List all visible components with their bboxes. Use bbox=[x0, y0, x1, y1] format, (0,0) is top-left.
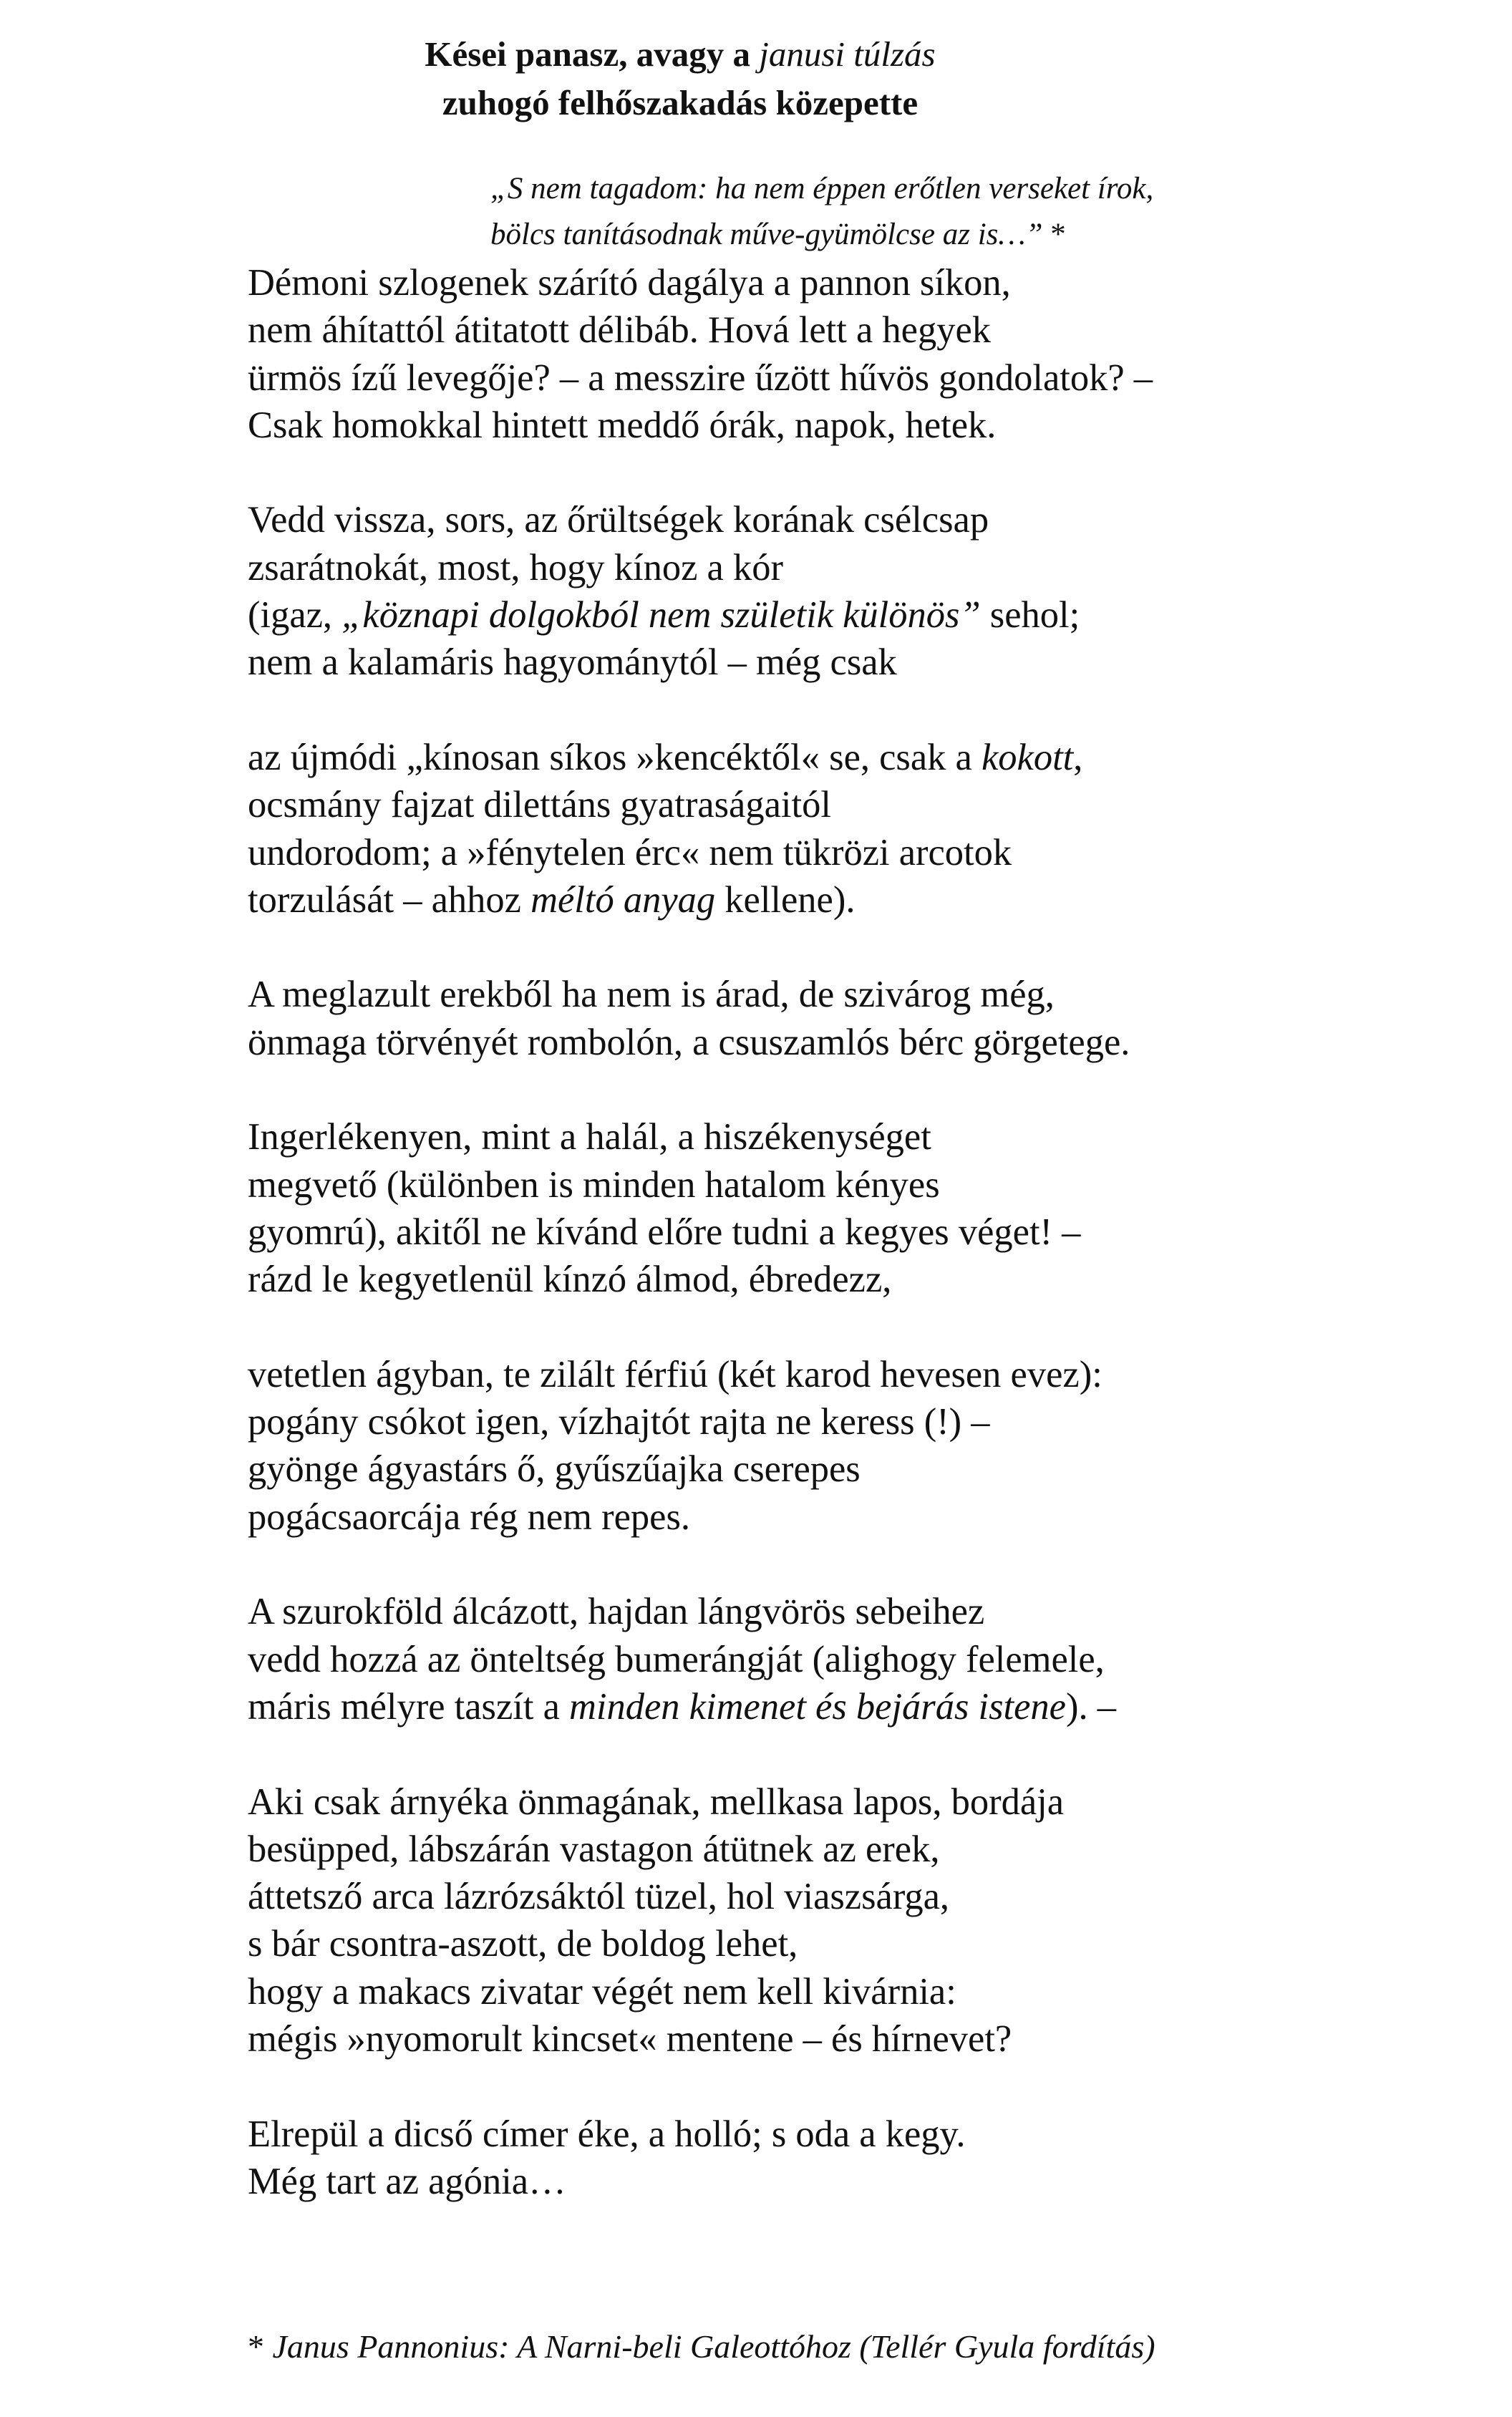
poem-line-segment: vetetlen ágyban, te zilált férfiú (két karod hevesen evez): bbox=[248, 1353, 1102, 1395]
poem-line-segment: nem áhítattól átitatott délibáb. Hová lett a hegyek bbox=[248, 309, 992, 352]
poem-line-segment: torzulását – ahhoz bbox=[248, 878, 531, 921]
poem-line-italic-segment: „köznapi dolgokból nem születik különös” bbox=[341, 594, 981, 636]
poem-line bbox=[248, 1778, 1493, 1826]
poem-line-segment: A meglazult erekből ha nem is árad, de szivárog még, bbox=[248, 974, 1055, 1016]
epigraph-line-1: „S nem tagadom: ha nem éppen erőtlen verseket írok, bbox=[490, 172, 1154, 205]
poem-line bbox=[248, 734, 1493, 781]
poem-line-segment: hogy a makacs zivatar végét nem kell kivárnia: bbox=[248, 1970, 956, 2012]
poem-line bbox=[248, 1351, 1493, 1398]
poem-line bbox=[248, 1636, 1493, 1683]
poem-line bbox=[248, 829, 1493, 876]
poem-line-italic-segment: kokott bbox=[981, 736, 1074, 778]
poem-line bbox=[248, 1208, 1493, 1256]
poem-line bbox=[248, 1113, 1493, 1161]
poem-body bbox=[248, 259, 1493, 2252]
poem-line bbox=[248, 2015, 1493, 2063]
poem-line-segment: s bár csontra-aszott, de boldog lehet, bbox=[248, 1923, 798, 1965]
poem-line-segment: nem a kalamáris hagyománytól – még csak bbox=[248, 641, 897, 684]
poem-line-segment: gyomrú), akitől ne kívánd előre tudni a kegyes véget! – bbox=[248, 1211, 1081, 1253]
poem-line-segment: ). – bbox=[1065, 1685, 1116, 1728]
poem-line bbox=[248, 591, 1493, 639]
footnote bbox=[248, 2325, 1493, 2368]
poem-line-segment: A szurokföld álcázott, hajdan lángvörös sebeihez bbox=[248, 1591, 985, 1633]
poem-line-segment: vedd hozzá az önteltség bumerángját (alighogy felemele, bbox=[248, 1638, 1105, 1680]
poem-line-segment: sehol; bbox=[980, 594, 1080, 636]
poem-line bbox=[248, 971, 1493, 1018]
epigraph-line-2-text: bölcs tanításodnak műve-gyümölcse az is…” bbox=[490, 218, 1043, 251]
title-line-1-text: Kései panasz, avagy a bbox=[425, 34, 750, 74]
epigraph bbox=[490, 166, 1478, 258]
poem-line bbox=[248, 639, 1493, 686]
poem-line-segment: ürmös ízű levegője? – a messzire űzött hűvös gondolatok? – bbox=[248, 357, 1153, 399]
poem-line-segment: áttetsző arca lázrózsáktól tüzel, hol viaszsárga, bbox=[248, 1876, 950, 1918]
stanza bbox=[248, 971, 1493, 1066]
poem-line-segment: mégis »nyomorult kincset« mentene – és hírnevet? bbox=[248, 2018, 1012, 2060]
poem-line-segment: az újmódi „kínosan síkos »kencéktől« se, csak a bbox=[248, 736, 982, 778]
poem-line bbox=[248, 2111, 1493, 2158]
poem-line-segment: rázd le kegyetlenül kínzó álmod, ébredezz, bbox=[248, 1259, 892, 1301]
poem-line-segment: megvető (különben is minden hatalom kényes bbox=[248, 1163, 940, 1206]
poem-line bbox=[248, 1161, 1493, 1208]
stanza bbox=[248, 1113, 1493, 1303]
stanza bbox=[248, 496, 1493, 686]
poem-line bbox=[248, 544, 1493, 591]
stanza bbox=[248, 259, 1493, 449]
title-line-1-italic: janusi túlzás bbox=[759, 34, 936, 74]
footnote-star: * bbox=[248, 2328, 264, 2365]
poem-line bbox=[248, 1873, 1493, 1920]
poem-line-segment: Aki csak árnyéka önmagának, mellkasa lapos, bordája bbox=[248, 1781, 1065, 1823]
stanza bbox=[248, 1351, 1493, 1541]
poem-line-segment: (igaz, bbox=[248, 594, 342, 636]
stanza bbox=[248, 734, 1493, 924]
title-line-2: zuhogó felhőszakadás közepette bbox=[442, 83, 919, 122]
poem-line-segment: ocsmány fajzat dilettáns gyatraságaitól bbox=[248, 784, 831, 826]
footnote-marker: * bbox=[1050, 218, 1066, 251]
poem-line-segment: Démoni szlogenek szárító dagálya a pannon síkon, bbox=[248, 262, 1011, 304]
poem-line bbox=[248, 2158, 1493, 2205]
poem-line-segment: pogány csókot igen, vízhajtót rajta ne keress (!) – bbox=[248, 1401, 990, 1443]
poem-line bbox=[248, 354, 1493, 402]
poem-line bbox=[248, 402, 1493, 449]
poem-line bbox=[248, 876, 1493, 924]
poem-line bbox=[248, 1826, 1493, 1873]
poem-line bbox=[248, 306, 1493, 354]
poem-line bbox=[248, 1683, 1493, 1730]
poem-line bbox=[248, 1398, 1493, 1445]
poem-line-italic-segment: méltó anyag bbox=[530, 878, 716, 921]
poem-line-segment: Vedd vissza, sors, az őrültségek korának csélcsap bbox=[248, 499, 989, 541]
poem-line-segment: önmaga törvényét rombolón, a csuszamlós bérc görgetege. bbox=[248, 1021, 1130, 1063]
poem-line-segment: gyönge ágyastárs ő, gyűszűajka cserepes bbox=[248, 1448, 861, 1491]
poem-line-segment: zsarátnokát, most, hogy kínoz a kór bbox=[248, 546, 783, 588]
poem-line-segment: , bbox=[1073, 736, 1083, 778]
poem-line-segment: Elrepül a dicső címer éke, a holló; s oda a kegy. bbox=[248, 2113, 966, 2155]
stanza bbox=[248, 1588, 1493, 1730]
poem-title bbox=[286, 30, 1074, 127]
poem-line bbox=[248, 1920, 1493, 1967]
poem-line-segment: undorodom; a »fénytelen érc« nem tükrözi arcotok bbox=[248, 831, 1012, 873]
poem-line-segment: Csak homokkal hintett meddő órák, napok, hetek. bbox=[248, 404, 997, 446]
poem-line bbox=[248, 781, 1493, 828]
poem-line-segment: máris mélyre taszít a bbox=[248, 1685, 569, 1728]
poem-line bbox=[248, 259, 1493, 306]
stanza bbox=[248, 1778, 1493, 2063]
poem-line-segment: Még tart az agónia… bbox=[248, 2160, 566, 2202]
poem-line bbox=[248, 1493, 1493, 1541]
poem-line bbox=[248, 1019, 1493, 1066]
poem-line bbox=[248, 1588, 1493, 1635]
poem-line bbox=[248, 496, 1493, 543]
poem-line bbox=[248, 1256, 1493, 1303]
poem-line-segment: pogácsaorcája rég nem repes. bbox=[248, 1496, 691, 1538]
poem-line bbox=[248, 1445, 1493, 1493]
footnote-text: Janus Pannonius: A Narni-beli Galeottóhoz (Tellér Gyula fordítás) bbox=[272, 2328, 1155, 2365]
poem-line bbox=[248, 1968, 1493, 2015]
poem-line-segment: besüpped, lábszárán vastagon átütnek az erek, bbox=[248, 1828, 940, 1870]
poem-line-italic-segment: minden kimenet és bejárás istene bbox=[569, 1685, 1066, 1728]
stanza bbox=[248, 2111, 1493, 2206]
poem-line-segment: Ingerlékenyen, mint a halál, a hiszékenységet bbox=[248, 1116, 931, 1158]
epigraph-line-2 bbox=[490, 212, 1478, 258]
poem-line-segment: kellene). bbox=[715, 878, 856, 921]
title-line-1 bbox=[286, 30, 1074, 79]
